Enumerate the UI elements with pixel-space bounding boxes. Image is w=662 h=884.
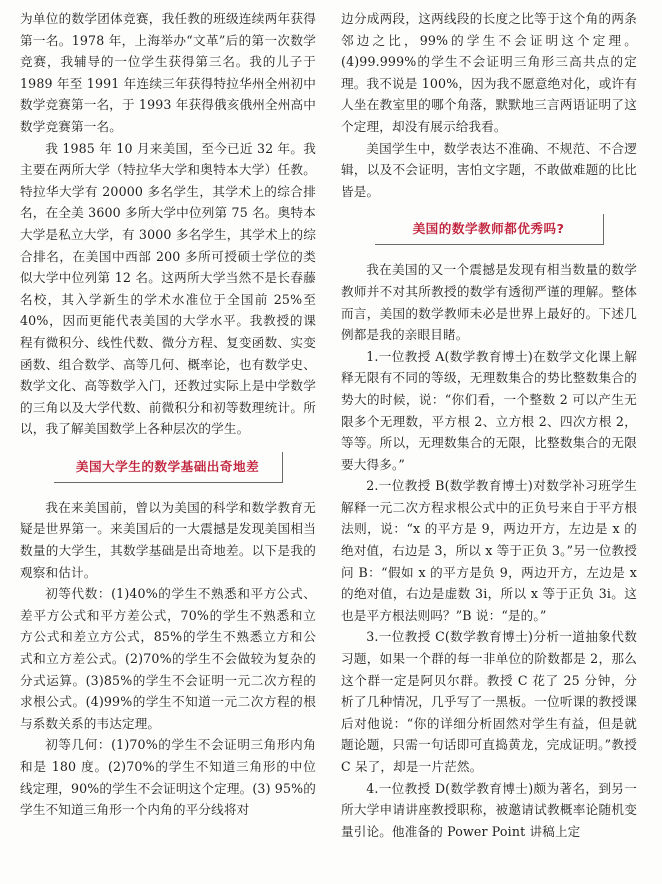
paragraph: 美国学生中，数学表达不准确、不规范、不合逻辑，以及不会证明，害怕文字题，不敢做难题的比比皆是。 (341, 140, 637, 199)
paragraph: 1.一位教授 A(数学教育博士)在数学文化课上解释无限有不同的等级，无理数集合的势比整数集合的势大的时候，说：“你们看，一个整数 2 可以产生无限多个无理数，平方根 2、立方根 2、四次方根 2，等等。所以，无理数集合的无限，比整数集合的无限要大得多。” (341, 348, 637, 472)
paragraph: 我在来美国前，曾以为美国的科学和数学教育无疑是世界第一。来美国后的一大震撼是发现美国相当数量的大学生，其数学基础是出奇地差。以下是我的观察和估计。 (20, 499, 316, 580)
right-column (341, 8, 637, 842)
section-heading: 美国的数学教师都优秀吗? (412, 221, 565, 237)
paragraph: 4.一位教授 D(数学教育博士)颇为著名，到另一所大学申请讲座教授职称，被邀请试教概率论随机变量引论。他准备的 Power Point 讲稿上定 (341, 780, 637, 839)
paragraph: 初等代数：(1)40%的学生不熟悉和平方公式、差平方公式和平方差公式，70%的学生不熟悉和立方公式和差立方公式，85%的学生不熟悉立方和公式和立方差公式。(2)70%的学生不会做较为复杂的分式运算。(3)85%的学生不会证明一元二次方程的求根公式。(4)99%的学生不知道一元二次方程的根与系数关系的韦达定理。 (20, 586, 316, 731)
paragraph: 为单位的数学团体竞赛，我任教的班级连续两年获得第一名。1978 年，上海举办“文革”后的第一次数学竞赛，我辅导的一位学生获得第三名。我的儿子于1989 年至 1991 年连续三年获得特拉华州全州初中数学竞赛第一名，于 1993 年获得俄亥俄州全州高中数学竞赛第一名。 (20, 11, 316, 134)
section-heading-box (375, 214, 604, 245)
paragraph: 我 1985 年 10 月来美国，至今已近 32 年。我主要在两所大学（特拉华大学和奥特本大学）任教。特拉华大学有 20000 多名学生，其学术上的综合排名，在全美 3600 多所大学中位列第 75 名。奥特本大学是私立大学，有 3000 多名学生，其学术上的综合排名，在美国中西部 200 多所可授硕士学位的类似大学中位列第 12 名。这两所大学当然不是长春藤名校，其入学新生的学术水准位于全国前 25%至 40%，因而更能代表美国的大学水平。我教授的课程有微积分、线性代数、微分方程、复变函数、实变函数、组合数学、高等几何、概率论，也有数学史、数学文化、高等数学入门，还教过实际上是中学数学的三角以及大学代数、前微积分和初等数理统计。所以，我了解美国数学上各种层次的学生。 (20, 140, 316, 437)
paragraph: 初等几何：(1)70%的学生不会证明三角形内角和是 180 度。(2)70%的学生不知道三角形的中位线定理，90%的学生不会证明这个定理。(3) 95%的学生不知道三角形一个内角的平分线将对 (20, 737, 316, 818)
paragraph: 我在美国的又一个震撼是发现有相当数量的数学教师并不对其所教授的数学有透彻严谨的理解。整体而言，美国的数学教师未必是世界上最好的。下述几例都是我的亲眼目睹。 (341, 262, 637, 343)
section-heading-box (54, 452, 283, 483)
paragraph: 边分成两段，这两线段的长度之比等于这个角的两条邻边之比，99%的学生不会证明这个定理。(4)99.999%的学生不会证明三角形三高共点的定理。我不说是 100%，因为我不愿意绝对化，或许有人坐在教室里的哪个角落，默默地三言两语证明了这个定理，却没有展示给我看。 (341, 11, 637, 134)
left-column (20, 8, 316, 821)
paragraph: 3.一位教授 C(数学教育博士)分析一道抽象代数习题，如果一个群的每一非单位的阶数都是 2，那么这个群一定是阿贝尔群。教授 C 花了 25 分钟，分析了几种情况，几乎写了一黑板。一位听课的教授课后对他说：“你的详细分析固然对学生有益，但是就题论题，只需一句话即可直捣黄龙，完成证明。”教授 C 呆了，却是一片茫然。 (341, 629, 637, 774)
section-heading: 美国大学生的数学基础出奇地差 (75, 458, 260, 474)
paragraph: 2.一位教授 B(数学教育博士)对数学补习班学生解释一元二次方程求根公式中的正负号来自于平方根法则，说：“x 的平方是 9，两边开方，左边是 x 的绝对值，右边是 3，所以 x 等于正负 3。”另一位教授问 B：“假如 x 的平方是负 9，两边开方，左边是 x 的绝对值，右边是虚数 3i，所以 x 等于正负 3i。这也是平方根法则吗？”B 说：“是的。” (341, 478, 637, 623)
